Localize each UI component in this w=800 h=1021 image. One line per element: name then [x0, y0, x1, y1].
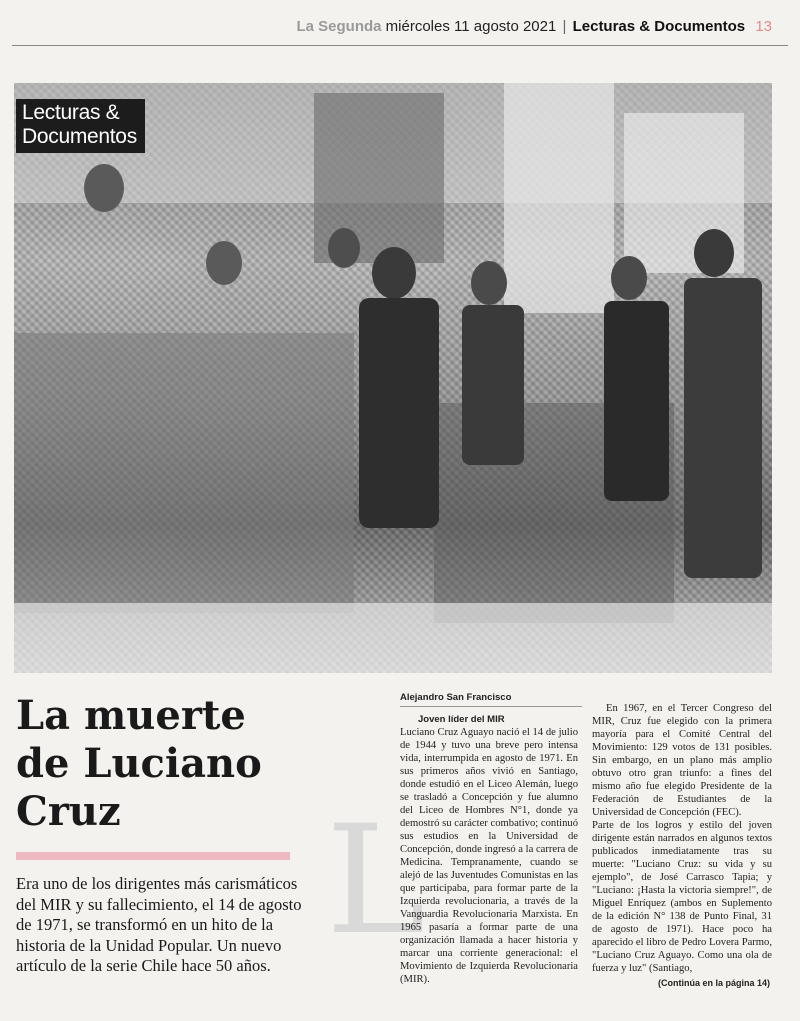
headline-line2: de Luciano [16, 740, 262, 787]
body-paragraph: En 1967, en el Tercer Congreso del MIR, Cruz fue elegido con la primera mayoría para el Comité Central del Movimiento: 129 votos de 131 posibles. Sin embargo, en un plano más amplio obtuvo otro gran triunfo: a fines del mismo año fue elegido Presidente de la Federación de Estudiantes de la Universidad de Concepción (FEC). [592, 703, 772, 818]
newspaper-name: La Segunda [296, 18, 382, 35]
section-name: Lecturas & Documentos [572, 18, 746, 35]
drop-cap-decoration: L [326, 794, 426, 968]
issue-date: miércoles 11 agosto 2021 [385, 18, 557, 35]
article-deck: Era uno de los dirigentes más carismáticos del MIR y su fallecimiento, el 14 de agosto de 1971, se transformó en un hito de la historia de la Unidad Popular. Un nuevo artículo de la serie Chile hace 50 años. [16, 874, 302, 975]
author-byline: Alejandro San Francisco [400, 692, 512, 703]
body-column-2 [592, 702, 772, 975]
body-paragraph: Parte de los logros y estilo del joven dirigente están narrados en algunos textos publicados inmediatamente tras su muerte: "Luciano Cruz: su vida y su ejemplo", de José Carrasco Tapia; y "Luciano: ¡Hasta la victoria siempre!", de Miguel Enríquez (ambos en Suplemento de la edición N° 138 de Punto Final, 31 de agosto de 1971). Hace poco ha aparecido el libro de Pedro Lovera Parmo, "Luciano Cruz Aguayo. Como una ola de fuerza y luz" (Santiago, [592, 820, 772, 974]
byline-rule [400, 706, 582, 707]
photo-scene [14, 83, 772, 673]
article-headline [16, 692, 316, 836]
body-paragraph: Luciano Cruz Aguayo nació el 14 de julio de 1944 y tuvo una breve pero intensa vida, interrumpida en agosto de 1971. En sus primeros años vivió en Santiago, donde estudió en el Liceo Alemán, luego se trasladó a Concepción y fue alumno del Liceo de Hombres N°1, donde ya demostró su carácter combativo; continuó sus estudios en la Universidad de Concepción, donde ingresó a la carrera de Medicina. Tempranamente, cuando se alejó de las Juventudes Comunistas en las que participaba, para formar parte de la Izquierda revolucionaria, a través de la Vanguardia Revolucionaria Marxista. En 1965 pasaría a formar parte de una organización llamada a hacer historia y marcar una corriente generacional: el Movimiento de Izquierda Revolucionaria (MIR). [400, 727, 578, 985]
section-label-line1: Lecturas & [22, 101, 120, 124]
page-header [0, 0, 800, 48]
header-rule [12, 45, 788, 46]
header-line [296, 18, 772, 35]
section-label-line2: Documentos [22, 125, 137, 148]
section-label-box [16, 99, 145, 153]
page-number: 13 [755, 18, 772, 35]
headline-accent-bar [16, 852, 290, 860]
body-subhead: Joven líder del MIR [418, 714, 505, 725]
body-column-1 [400, 713, 578, 986]
headline-line1: La muerte [16, 692, 246, 739]
continued-note: (Continúa en la página 14) [657, 978, 770, 988]
article-photo [14, 83, 772, 673]
headline-line3: Cruz [16, 788, 121, 835]
header-separator: | [562, 18, 567, 35]
